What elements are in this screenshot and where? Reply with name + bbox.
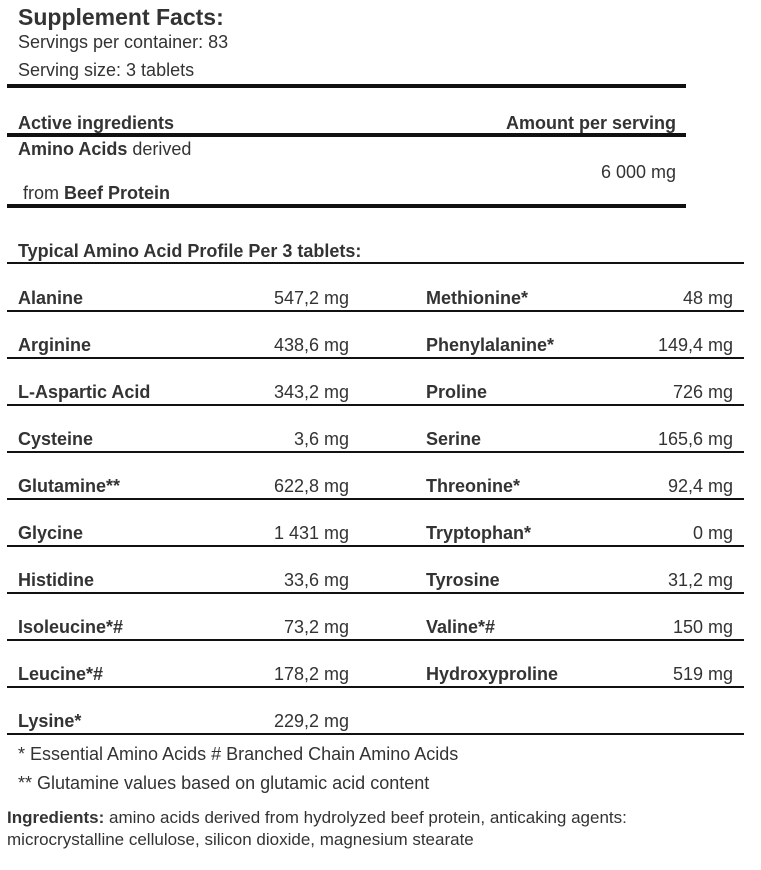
amino-acid-amount: 519 mg [672, 664, 733, 684]
row-divider [7, 545, 744, 547]
amino-acid-amount: 0 mg [692, 523, 733, 543]
profile-title: Typical Amino Acid Profile Per 3 tablets: [18, 241, 362, 261]
row-divider [7, 498, 744, 500]
amino-acid-name: Serine [426, 429, 482, 449]
amino-acid-amount: 1 431 mg [273, 523, 349, 543]
divider [7, 133, 686, 137]
amino-acid-name: Hydroxyproline [426, 664, 559, 684]
amino-acid-name: Arginine [18, 335, 92, 355]
amino-acid-amount: 622,8 mg [273, 476, 349, 496]
amino-acid-name: Tyrosine [426, 570, 500, 590]
row-divider [7, 451, 744, 453]
amino-acid-amount: 547,2 mg [273, 288, 349, 308]
amino-acid-name: Methionine* [426, 288, 528, 308]
amino-acid-name: Valine*# [426, 617, 496, 637]
amino-acid-name: Leucine*# [18, 664, 104, 684]
row-divider [7, 592, 744, 594]
amino-acid-name: Alanine [18, 288, 84, 308]
amino-acid-amount: 438,6 mg [273, 335, 349, 355]
serving-size: Serving size: 3 tablets [18, 60, 195, 80]
col-active-ingredients: Active ingredients [18, 113, 175, 133]
servings-per-container: Servings per container: 83 [18, 32, 229, 52]
amino-acid-amount: 149,4 mg [657, 335, 733, 355]
amino-acid-amount: 229,2 mg [273, 711, 349, 731]
amino-acid-amount: 31,2 mg [667, 570, 733, 590]
row-divider [7, 357, 744, 359]
amino-acid-amount: 343,2 mg [273, 382, 349, 402]
amino-acid-name: Histidine [18, 570, 95, 590]
amino-acid-name: Glutamine** [18, 476, 121, 496]
amino-acid-amount: 178,2 mg [273, 664, 349, 684]
amino-acid-amount: 726 mg [672, 382, 733, 402]
divider [7, 84, 686, 88]
ingredients-line1: Ingredients: amino acids derived from hydrolyzed beef protein, anticaking agents: [7, 808, 627, 827]
row-divider [7, 310, 744, 312]
amino-acid-name: Isoleucine*# [18, 617, 124, 637]
amino-acid-name: Lysine* [18, 711, 82, 731]
ingredients-line2: microcrystalline cellulose, silicon dioxide, magnesium stearate [7, 830, 474, 849]
title: Supplement Facts: [18, 4, 224, 30]
footnote-essential: * Essential Amino Acids # Branched Chain Amino Acids [18, 744, 459, 764]
amino-acid-name: L-Aspartic Acid [18, 382, 151, 402]
amino-acid-amount: 150 mg [672, 617, 733, 637]
amino-acid-amount: 73,2 mg [283, 617, 349, 637]
amino-acid-amount: 165,6 mg [657, 429, 733, 449]
divider [7, 262, 744, 264]
ingredient-amount: 6 000 mg [600, 162, 676, 182]
row-divider [7, 686, 744, 688]
row-divider [7, 639, 744, 641]
amino-acid-name: Phenylalanine* [426, 335, 555, 355]
divider [7, 204, 686, 208]
row-divider [7, 733, 744, 735]
amino-acid-amount: 92,4 mg [667, 476, 733, 496]
amino-acid-amount: 48 mg [682, 288, 733, 308]
row-divider [7, 404, 744, 406]
amino-acid-name: Glycine [18, 523, 84, 543]
amino-acid-name: Proline [426, 382, 488, 402]
amino-acid-amount: 33,6 mg [283, 570, 349, 590]
col-amount-per-serving: Amount per serving [505, 113, 676, 133]
amino-acid-name: Threonine* [426, 476, 521, 496]
footnote-glutamine: ** Glutamine values based on glutamic acid content [18, 773, 430, 793]
amino-acid-amount: 3,6 mg [293, 429, 349, 449]
amino-acid-name: Tryptophan* [426, 523, 532, 543]
ingredient-name-line2: from Beef Protein [18, 183, 171, 203]
ingredient-name-line1: Amino Acids derived [18, 139, 192, 159]
amino-acid-name: Cysteine [18, 429, 94, 449]
